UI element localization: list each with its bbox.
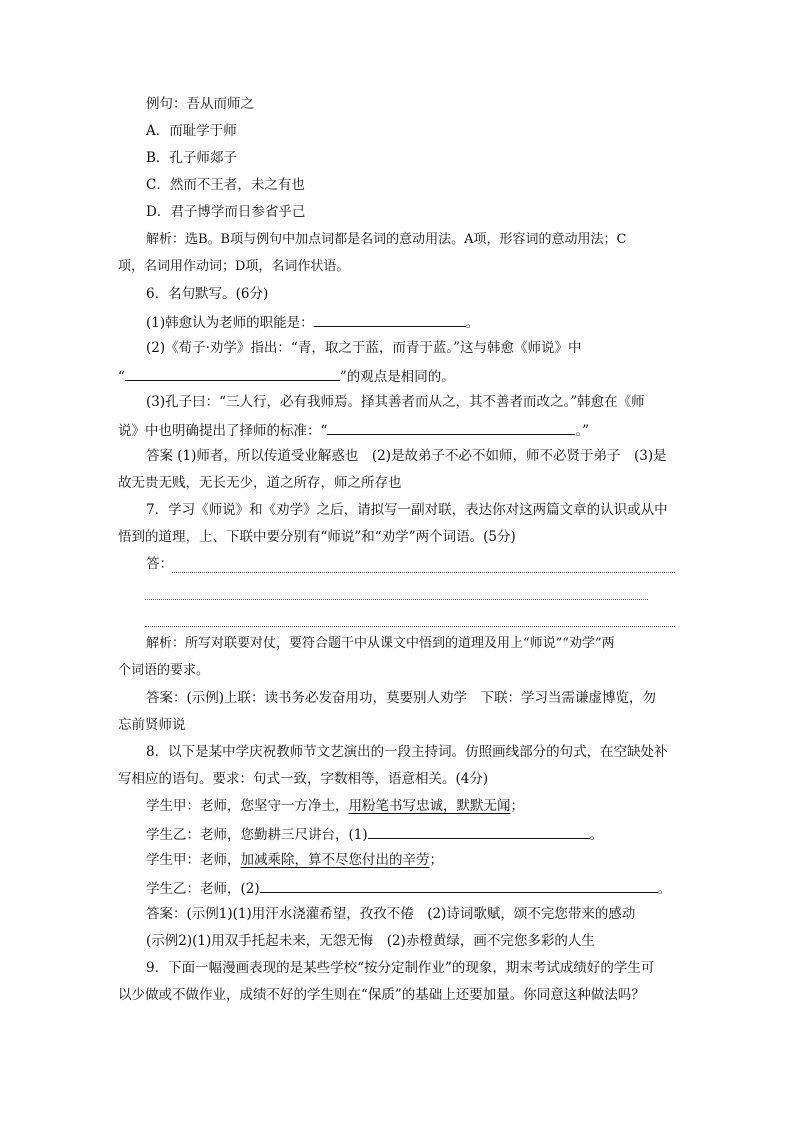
- option-d: D．君子博学而日参省乎己: [146, 204, 306, 220]
- example-analysis-line-2: 项，名词用作动词；D项，名词作状语。: [118, 259, 350, 274]
- q6-answer-line-2: 故无贵无贱，无长无少，道之所存，师之所存也: [118, 475, 402, 491]
- q6-part-2-line-1: (2)《荀子·劝学》指出：“青，取之于蓝，而青于蓝。”这与韩愈《师说》中: [146, 340, 582, 356]
- q8-blank-2[interactable]: [260, 877, 658, 893]
- q7-title-line-1: 7．学习《师说》和《劝学》之后，请拟写一副对联，表达你对这两篇文章的认识或从中: [146, 502, 668, 518]
- q6-title: 6．名句默写。(6分): [146, 286, 269, 302]
- option-a: A．而耻学于师: [146, 123, 237, 139]
- q7-title-line-2: 悟到的道理，上、下联中要分别有“师说”和“劝学”两个词语。(5分): [118, 529, 516, 545]
- q7-answer-label: 答：: [146, 556, 173, 572]
- q6-part-2-line-2: “ ”的观点是相同的。: [118, 365, 455, 387]
- q7-analysis-line-1: 解析：所写对联要对仗，要符合题干中从课文中悟到的道理及用上“师说”“劝学”两: [146, 636, 615, 651]
- q8-answer-line-1: 答案：(示例1)(1)用汗水浇灌希望，孜孜不倦 (2)诗词歌赋，颂不完您带来的感动: [146, 906, 636, 922]
- q6-blank-1[interactable]: [314, 311, 466, 327]
- q7-answer-line-2[interactable]: [145, 599, 648, 600]
- q9-title-line-1: 9．下面一幅漫画表现的是某些学校“按分定制作业”的现象，期末考试成绩好的学生可: [146, 960, 655, 976]
- q8-dialogue-3: 学生甲：老师，加减乘除，算不尽您付出的辛劳；: [146, 852, 443, 868]
- q7-answer-line-1[interactable]: [172, 572, 675, 573]
- example-stem: 例句：吾从而师之: [146, 96, 254, 112]
- q8-dialogue-2: 学生乙：老师，您勤耕三尺讲台，(1) 。: [146, 823, 603, 845]
- q7-answer-line-a: 答案：(示例)上联：读书务必发奋用功，莫要别人劝学 下联：学习当需谦虚博览，勿: [146, 690, 657, 706]
- q8-dialogue-4: 学生乙：老师，(2) 。: [146, 877, 671, 899]
- q9-title-line-2: 以少做或不做作业，成绩不好的学生则在“保质”的基础上还要加量。你同意这种做法吗？: [118, 987, 645, 1003]
- q8-blank-1[interactable]: [368, 823, 590, 839]
- q7-analysis-line-2: 个词语的要求。: [118, 663, 210, 678]
- q7-answer-line-3[interactable]: [145, 626, 675, 627]
- q8-underlined-1: 用粉笔书写忠诚，默默无闻: [348, 798, 511, 814]
- q8-title-line-1: 8．以下是某中学庆祝教师节文艺演出的一段主持词。仿照画线部分的句式，在空缺处补: [146, 744, 668, 760]
- q6-part-3-line-2: 说》中也明确提出了择师的标准：“ 。”: [118, 419, 589, 441]
- q8-dialogue-1: 学生甲：老师，您坚守一方净土，用粉笔书写忠诚，默默无闻；: [146, 798, 524, 814]
- q8-answer-line-2: (示例2)(1)用双手托起未来，无怨无悔 (2)赤橙黄绿，画不完您多彩的人生: [146, 933, 595, 949]
- q8-underlined-2: 加减乘除，算不尽您付出的辛劳: [240, 852, 430, 868]
- q6-part-1: (1)韩愈认为老师的职能是： 。: [146, 311, 479, 333]
- q6-blank-2[interactable]: [125, 365, 340, 381]
- option-c: C．然而不王者，未之有也: [146, 177, 305, 193]
- option-b: B．孔子师郯子: [146, 150, 237, 166]
- q6-answer-line-1: 答案 (1)师者，所以传道受业解惑也 (2)是故弟子不必不如师，师不必贤于弟子 (3)是: [146, 448, 667, 464]
- q6-blank-3[interactable]: [327, 419, 575, 435]
- q8-title-line-2: 写相应的语句。要求：句式一致，字数相等，语意相关。(4分): [118, 771, 489, 787]
- q7-answer-line-b: 忘前贤师说: [118, 717, 186, 733]
- q6-part-3-line-1: (3)孔子曰：“三人行，必有我师焉。择其善者而从之，其不善者而改之。”韩愈在《师: [146, 394, 645, 410]
- example-analysis-line-1: 解析：选B。B项与例句中加点词都是名词的意动用法。A项，形容词的意动用法；C: [146, 232, 627, 247]
